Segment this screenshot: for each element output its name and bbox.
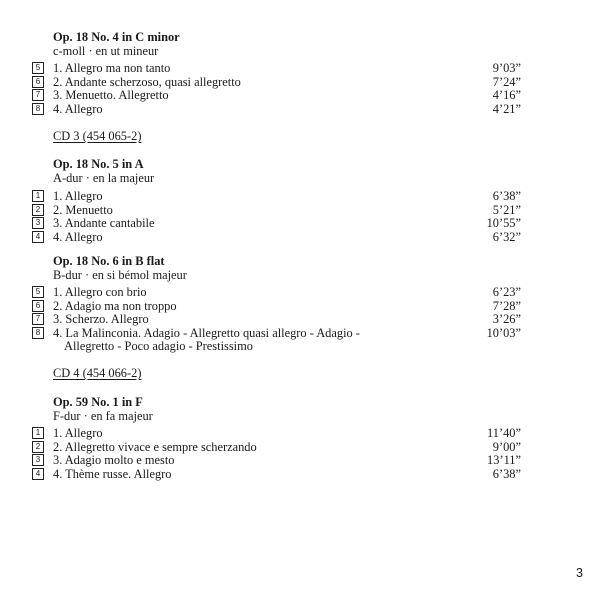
- track-duration: 4’21”: [492, 101, 521, 116]
- track-number-box: 5: [32, 286, 44, 298]
- track-duration: 5’21”: [492, 202, 521, 217]
- work-title: Op. 59 No. 1 in F: [53, 395, 143, 409]
- track-number-box: 2: [32, 204, 44, 216]
- track-duration: 6’32”: [492, 229, 521, 244]
- cd-label: CD 3 (454 065-2): [53, 129, 142, 143]
- track-duration: 10’55”: [486, 216, 521, 230]
- track-row: [0, 299, 600, 313]
- track-row: [0, 426, 600, 440]
- track-row: [0, 75, 600, 89]
- track-duration: 7’28”: [492, 298, 521, 313]
- track-row: [0, 440, 600, 454]
- track-number-box: 1: [32, 190, 44, 202]
- work-key: A-dur · en la majeur: [53, 171, 155, 185]
- track-title: 1. Allegro ma non tanto: [53, 61, 171, 75]
- track-duration: 9’00”: [492, 439, 521, 454]
- track-title: 3. Scherzo. Allegro: [53, 312, 149, 326]
- track-title: 2. Allegretto vivace e sempre scherzando: [53, 439, 257, 454]
- work-key: B-dur · en si bémol majeur: [53, 268, 187, 282]
- track-title: 2. Adagio ma non troppo: [53, 298, 177, 313]
- track-duration: 6’38”: [492, 466, 521, 481]
- track-row: [0, 203, 600, 217]
- track-row: [0, 216, 600, 230]
- track-duration: 13’11”: [487, 453, 521, 467]
- cd-label: CD 4 (454 066-2): [53, 366, 142, 380]
- track-row: [0, 467, 600, 481]
- track-title: 3. Menuetto. Allegretto: [53, 88, 169, 102]
- work-heading: [53, 157, 154, 185]
- work-key: c-moll · en ut mineur: [53, 44, 159, 58]
- track-title: 1. Allegro: [53, 426, 103, 440]
- work-title: Op. 18 No. 6 in B flat: [53, 254, 165, 268]
- work-heading: [53, 30, 180, 58]
- track-number-box: 5: [32, 62, 44, 74]
- track-duration: 3’26”: [492, 312, 521, 326]
- track-row: [0, 102, 600, 116]
- track-row: [0, 230, 600, 244]
- track-duration: 10’03”: [486, 325, 521, 340]
- track-duration: 6’38”: [492, 189, 521, 203]
- track-title: 4. La Malinconia. Adagio - Allegretto quasi allegro - Adagio -: [53, 325, 360, 340]
- track-title: 4. Allegro: [53, 101, 103, 116]
- track-row: [0, 312, 600, 326]
- track-row: [0, 326, 600, 354]
- track-number-box: 3: [32, 454, 44, 466]
- track-number-box: 8: [32, 327, 44, 339]
- track-row: [0, 61, 600, 75]
- work-key: F-dur · en fa majeur: [53, 409, 153, 423]
- track-title: 1. Allegro: [53, 189, 103, 203]
- track-title: 2. Andante scherzoso, quasi allegretto: [53, 74, 241, 89]
- track-number-box: 4: [32, 231, 44, 243]
- track-row: [0, 453, 600, 467]
- track-row: [0, 285, 600, 299]
- track-number-box: 7: [32, 89, 44, 101]
- track-number-box: 7: [32, 313, 44, 325]
- track-number-box: 8: [32, 103, 44, 115]
- track-number-box: 6: [32, 76, 44, 88]
- track-duration: 11’40”: [487, 426, 521, 440]
- track-number-box: 3: [32, 217, 44, 229]
- track-title-continued: Allegretto - Poco adagio - Prestissimo: [64, 339, 253, 353]
- track-row: [0, 88, 600, 102]
- track-number-box: 1: [32, 427, 44, 439]
- track-title: 4. Allegro: [53, 229, 103, 244]
- track-title: 4. Thème russe. Allegro: [53, 466, 172, 481]
- track-duration: 9’03”: [492, 61, 521, 75]
- work-title: Op. 18 No. 5 in A: [53, 157, 144, 171]
- work-heading: [53, 395, 153, 423]
- track-number-box: 4: [32, 468, 44, 480]
- track-title: 3. Adagio molto e mesto: [53, 453, 175, 467]
- track-number-box: 2: [32, 441, 44, 453]
- track-duration: 4’16”: [492, 88, 521, 102]
- track-duration: 7’24”: [492, 74, 521, 89]
- track-title: 2. Menuetto: [53, 202, 113, 217]
- page-number: 3: [576, 566, 583, 580]
- track-duration: 6’23”: [492, 285, 521, 299]
- track-number-box: 6: [32, 300, 44, 312]
- track-row: [0, 189, 600, 203]
- work-heading: [53, 254, 187, 282]
- work-title: Op. 18 No. 4 in C minor: [53, 30, 180, 44]
- track-title: 3. Andante cantabile: [53, 216, 155, 230]
- track-title: 1. Allegro con brio: [53, 285, 147, 299]
